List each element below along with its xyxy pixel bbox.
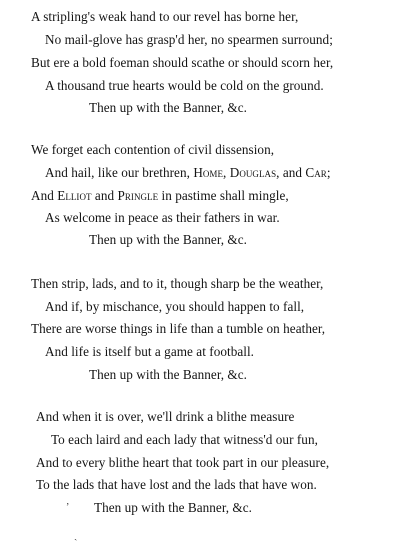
verse-line: As welcome in peace as their fathers in war. xyxy=(45,210,280,225)
verse-line: And to every blithe heart that took part in our pleasure, xyxy=(36,455,330,470)
verse-line: There are worse things in life than a tumble on heather, xyxy=(31,321,326,336)
print-speck: ˎ xyxy=(74,530,78,541)
refrain-line: Then up with the Banner, &c. xyxy=(89,100,247,115)
verse-line-with-names xyxy=(45,165,331,181)
verse-text: And hail, like our brethren, xyxy=(45,165,194,180)
verse-text: And xyxy=(31,188,58,203)
print-speck: ’ xyxy=(66,502,70,513)
verse-line: And life is itself but a game at football. xyxy=(45,344,255,359)
joiner: in pastime shall mingle, xyxy=(158,188,289,203)
clan-name-douglas: Douglas xyxy=(229,165,277,180)
joiner: , xyxy=(223,165,230,180)
verse-line-with-names xyxy=(31,188,289,204)
verse-line: And if, by mischance, you should happen to fall, xyxy=(45,299,305,314)
refrain-line: Then up with the Banner, &c. xyxy=(89,367,247,382)
joiner: ; xyxy=(326,165,331,180)
verse-line: We forget each contention of civil dissension, xyxy=(31,142,275,157)
refrain-line: Then up with the Banner, &c. xyxy=(94,500,252,515)
verse-line: And when it is over, we'll drink a blithe measure xyxy=(36,409,295,424)
joiner: and xyxy=(91,188,118,203)
verse-line: A stripling's weak hand to our revel has borne her, xyxy=(31,9,299,24)
joiner: , and xyxy=(276,165,306,180)
clan-name-pringle: Pringle xyxy=(117,188,159,203)
verse-line: Then strip, lads, and to it, though sharp be the weather, xyxy=(31,276,324,291)
clan-name-car: Car xyxy=(305,165,327,180)
verse-line: A thousand true hearts would be cold on the ground. xyxy=(45,78,324,93)
verse-line: To each laird and each lady that witness'd our fun, xyxy=(51,432,318,447)
verse-line: But ere a bold foeman should scathe or should scorn her, xyxy=(31,55,334,70)
clan-name-elliot: Elliot xyxy=(57,188,92,203)
verse-line: No mail-glove has grasp'd her, no spearmen surround; xyxy=(45,32,333,47)
refrain-line: Then up with the Banner, &c. xyxy=(89,232,247,247)
clan-name-home: Home xyxy=(193,165,224,180)
verse-line: To the lads that have lost and the lads that have won. xyxy=(36,477,317,492)
